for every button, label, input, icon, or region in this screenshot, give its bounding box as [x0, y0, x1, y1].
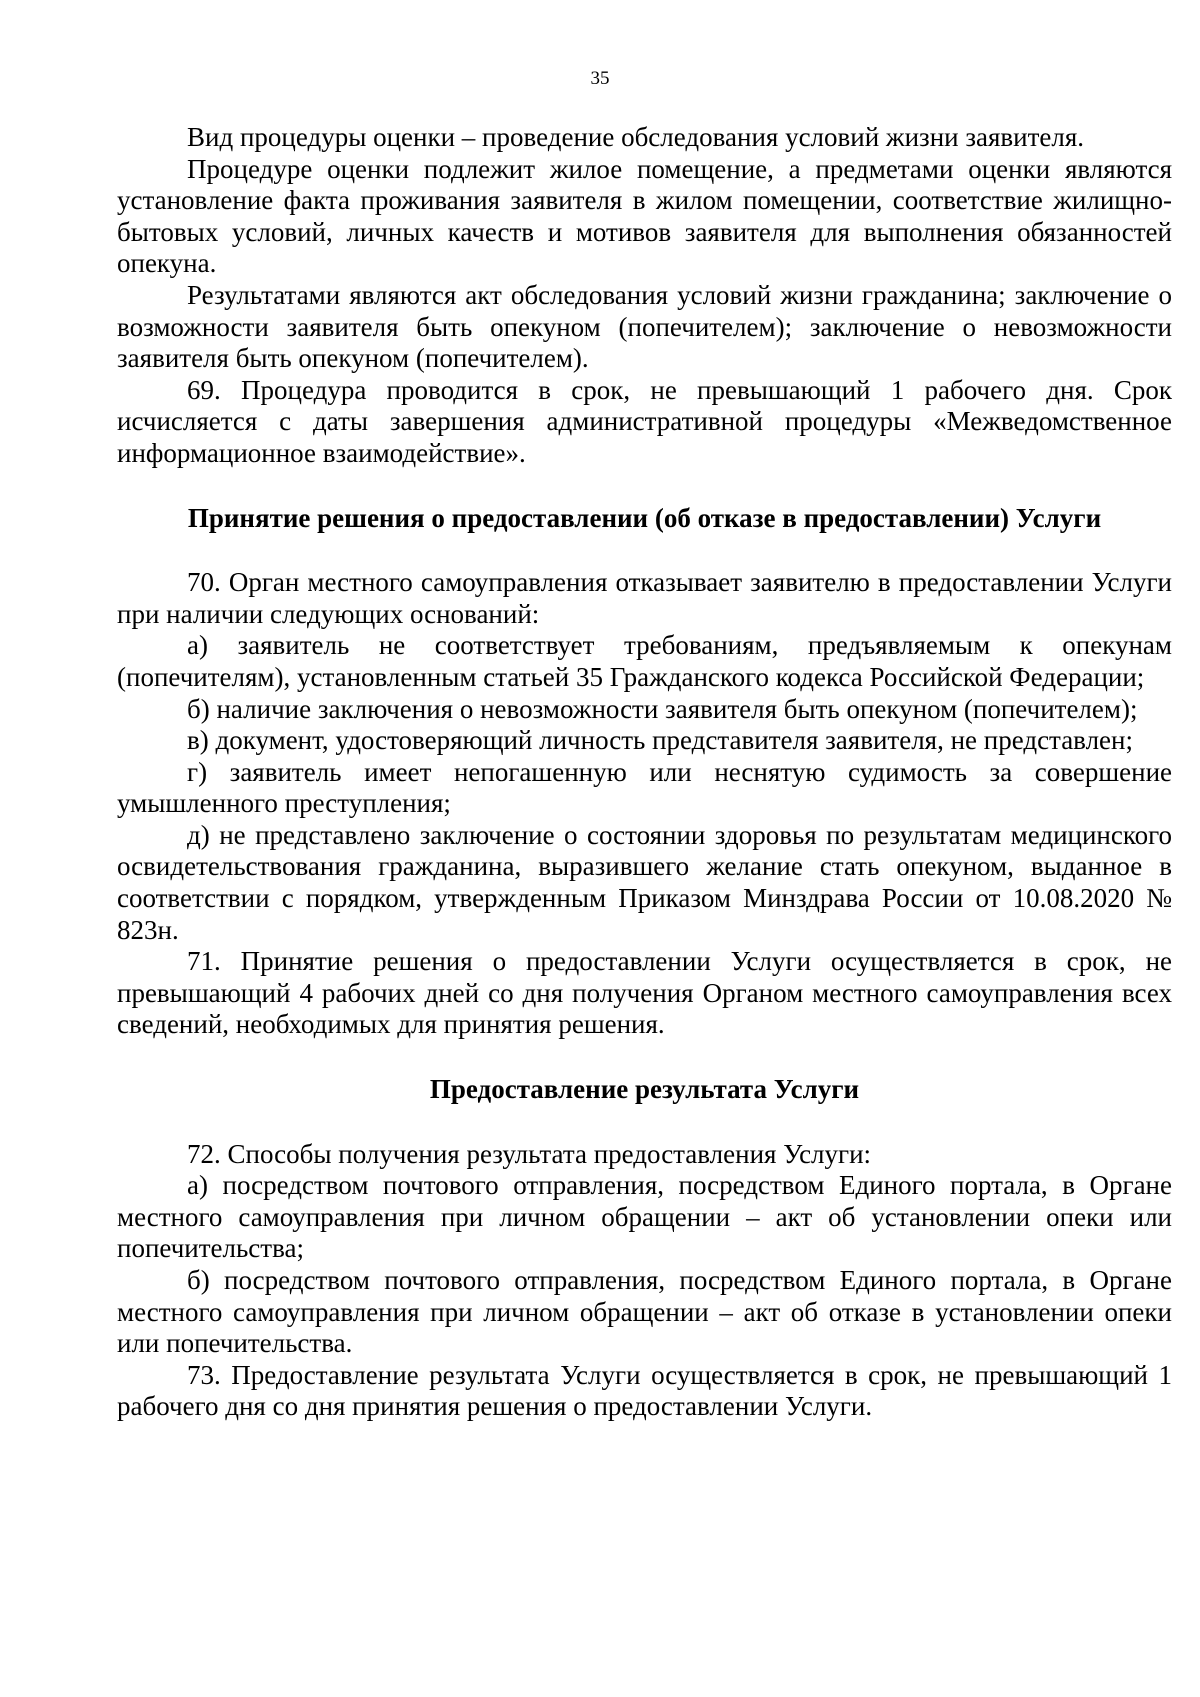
paragraph-72: 72. Способы получения результата предоставления Услуги: — [187, 1138, 872, 1169]
paragraph-73: 73. Предоставление результата Услуги осуществляется в срок, не превышающий 1 рабочего дня со дня принятия решения о предоставлении Услуги. — [117, 1359, 1172, 1422]
paragraph-assessment-subject: Процедуре оценки подлежит жилое помещение, а предметами оценки являются установление факта проживания заявителя в жилом помещении, соответствие жилищно-бытовых условий, личных качеств и мотивов заявителя для выполнения обязанностей опекуна. — [117, 153, 1172, 279]
list-item-70b: б) наличие заключения о невозможности заявителя быть опекуном (попечителем); — [187, 693, 1138, 724]
page-number: 35 — [590, 68, 610, 89]
list-item-70d: д) не представлено заключение о состоянии здоровья по результатам медицинского освидетельствования гражданина, выразившего желание стать опекуном, выданное в соответствии с порядком, утвержденным Приказом Минздрава России от 10.08.2020 № 823н. — [117, 819, 1172, 945]
paragraph-assessment-results: Результатами являются акт обследования условий жизни гражданина; заключение о возможности заявителя быть опекуном (попечителем); заключение о невозможности заявителя быть опекуном (попечителем). — [117, 279, 1172, 374]
list-item-72b: б) посредством почтового отправления, посредством Единого портала, в Органе местного самоуправления при личном обращении – акт об отказе в установлении опеки или попечительства. — [117, 1265, 1172, 1359]
paragraph-69: 69. Процедура проводится в срок, не превышающий 1 рабочего дня. Срок исчисляется с даты завершения административной процедуры «Межведомственное информационное взаимодействие». — [117, 374, 1172, 468]
list-item-70v: в) документ, удостоверяющий личность представителя заявителя, не представлен; — [187, 725, 1133, 756]
section-heading-result: Предоставление результата Услуги — [429, 1074, 860, 1105]
document-body — [117, 122, 1172, 1423]
list-item-72a: а) посредством почтового отправления, посредством Единого портала, в Органе местного самоуправления при личном обращении – акт об установлении опеки или попечительства; — [117, 1170, 1172, 1264]
list-item-70g: г) заявитель имеет непогашенную или неснятую судимость за совершение умышленного преступления; — [117, 756, 1172, 819]
paragraph-71: 71. Принятие решения о предоставлении Услуги осуществляется в срок, не превышающий 4 рабочих дней со дня получения Органом местного самоуправления всех сведений, необходимых для принятия решения. — [117, 946, 1172, 1040]
list-item-70a: а) заявитель не соответствует требованиям, предъявляемым к опекунам (попечителям), установленным статьей 35 Гражданского кодекса Российской Федерации; — [117, 630, 1172, 692]
paragraph-70: 70. Орган местного самоуправления отказывает заявителю в предоставлении Услуги при наличии следующих оснований: — [117, 567, 1172, 629]
paragraph-assessment-type: Вид процедуры оценки – проведение обследования условий жизни заявителя. — [187, 122, 1085, 152]
section-heading-decision: Принятие решения о предоставлении (об отказе в предоставлении) Услуги — [187, 502, 1102, 533]
